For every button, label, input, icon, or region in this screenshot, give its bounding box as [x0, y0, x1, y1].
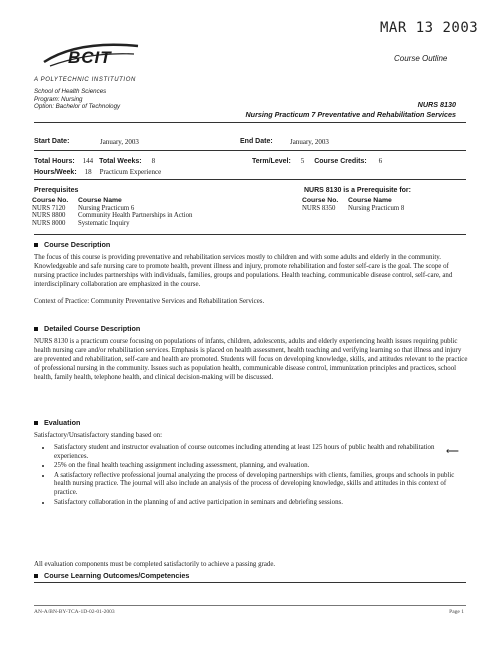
term-row	[252, 157, 382, 165]
prereq-col-name: Course Name	[78, 197, 122, 204]
term-value: 5	[300, 157, 305, 165]
total-hours-label: Total Hours:	[34, 158, 75, 165]
course-name: Nursing Practicum 8	[348, 204, 405, 212]
program-line: Program: Nursing	[34, 95, 83, 103]
course-description-text: The focus of this course is providing preventative and rehabilitation services mostly to children and with some adults and elderly in the community. Knowledgeable and safe nursing care to promote health, prevent illness and injury, promote rehabilitation and foster self-care is the goal. The scope of nursing practice includes partnerships with individuals, families, groups and populations. Health teaching, communicable disease control, self-care, and interdisciplinary collaboration are emphasized in the course.	[34, 254, 453, 289]
prereq-table	[32, 197, 198, 227]
context-of-practice: Context of Practice: Community Preventative Services and Rehabilitation Services.	[34, 298, 265, 305]
evaluation-closing: All evaluation components must be completed satisfactorily to achieve a passing grade.	[34, 561, 276, 568]
logo-tagline: A POLYTECHNIC INSTITUTION	[34, 77, 136, 83]
course-description-heading	[34, 240, 110, 249]
term-label: Term/Level:	[252, 158, 291, 165]
arrow-left-icon: ⟵	[446, 446, 459, 456]
prereq-col-no: Course No.	[32, 197, 69, 204]
evaluation-intro: Satisfactory/Unsatisfactory standing based on:	[34, 432, 163, 439]
end-date-label: End Date:	[240, 138, 273, 145]
outcomes-divider	[34, 582, 466, 583]
course-code: NURS 8130	[417, 100, 456, 109]
course-no: NURS 8800	[32, 212, 66, 220]
course-title: Nursing Practicum 7 Preventative and Rehabilitation Services	[245, 110, 456, 119]
total-weeks-label: Total Weeks:	[99, 158, 142, 165]
detailed-description-text: NURS 8130 is a practicum course focusing on populations of infants, children, adolescents, adults and elderly experiencing health issues requiring public health nursing care and/or rehabilitation services. Emphasis is placed on health assessment, health teaching and verifying learning so that illness and injury are prevented and rehabilitation, self-care and health are promoted. Students will focus on developing knowledge, skills, and attitudes relevant to the practice of professional nursing in the community. Issues such as population health, communicable disease control, immunization principles and practices, school health, family health, telephone health, and clinical decision-making will be discussed.	[34, 338, 468, 382]
bullet-square-icon	[34, 574, 38, 578]
end-date-value: January, 2003	[290, 138, 329, 146]
header-divider	[34, 122, 466, 123]
bullet-square-icon	[34, 327, 38, 331]
prereq-for-col-name: Course Name	[348, 197, 392, 204]
prereq-header-row	[32, 197, 198, 205]
total-hours-value: 144	[82, 157, 94, 165]
hours-week-label: Hours/Week:	[34, 169, 77, 176]
table-row	[32, 212, 198, 220]
dates-divider	[34, 150, 466, 151]
hours-week-desc: Practicum Experience	[99, 168, 162, 176]
start-date-value: January, 2003	[100, 138, 139, 146]
date-stamp: MAR 13 2003	[380, 20, 479, 36]
heading-text: Course Learning Outcomes/Competencies	[44, 571, 190, 580]
start-date	[34, 138, 139, 146]
list-item: • A satisfactory reflective professional journal analyzing the process of developing partnerships with clients, families, groups and schools in public health nursing practice. The journal will also include an analysis of the process of developing knowledge, skills and attitudes in this context of practice.	[52, 472, 464, 498]
course-no: NURS 8350	[302, 204, 336, 212]
end-date	[240, 138, 329, 146]
prereq-for-table	[302, 197, 410, 212]
credits-value: 6	[378, 157, 383, 165]
course-no: NURS 8000	[32, 219, 66, 227]
table-row	[32, 205, 198, 213]
hours-divider	[34, 179, 466, 180]
prereq-for-heading: NURS 8130 is a Prerequisite for:	[304, 187, 411, 194]
footer-page: Page 1	[449, 609, 464, 615]
evaluation-list	[36, 444, 464, 508]
hours-week-value: 18	[84, 168, 92, 176]
hours-row	[34, 157, 155, 165]
evaluation-heading	[34, 418, 80, 427]
school-info	[34, 88, 120, 111]
course-name: Community Health Partnerships in Action	[78, 212, 193, 220]
credits-label: Course Credits:	[314, 158, 367, 165]
prereq-heading: Prerequisites	[34, 187, 79, 194]
table-row	[302, 205, 410, 213]
list-item: • 25% on the final health teaching assignment including assessment, planning, and evaluation.	[52, 462, 464, 471]
bullet-square-icon	[34, 243, 38, 247]
prereq-for-header-row	[302, 197, 410, 205]
footer-divider	[34, 605, 466, 606]
list-item: • Satisfactory student and instructor evaluation of course outcomes including attending at least 125 hours of public health and rehabilitation experiences.	[52, 444, 464, 461]
option-line: Option: Bachelor of Technology	[34, 103, 121, 111]
course-name: Systematic Inquiry	[78, 219, 130, 227]
hours-week-row	[34, 168, 161, 176]
heading-text: Detailed Course Description	[44, 324, 141, 333]
course-name: Nursing Practicum 6	[78, 204, 135, 212]
heading-text: Course Description	[44, 240, 111, 249]
course-no: NURS 7120	[32, 204, 66, 212]
heading-text: Evaluation	[44, 418, 81, 427]
start-date-label: Start Date:	[34, 138, 70, 145]
detailed-description-heading	[34, 324, 140, 333]
table-row	[32, 220, 198, 228]
outcomes-heading	[34, 571, 189, 580]
total-weeks-value: 8	[151, 157, 156, 165]
prereq-divider	[34, 234, 466, 235]
bcit-logo	[38, 38, 146, 74]
logo-text: BCIT	[68, 48, 112, 67]
document-type: Course Outline	[394, 54, 448, 63]
school-line: School of Health Sciences	[34, 88, 107, 95]
footer-left: AN-A/BN-BY-TCA-1D-02-01-2003	[34, 609, 115, 615]
list-item: • Satisfactory collaboration in the planning of and active participation in seminars and debriefing sessions.	[52, 499, 464, 508]
prereq-for-col-no: Course No.	[302, 197, 339, 204]
bullet-square-icon	[34, 421, 38, 425]
